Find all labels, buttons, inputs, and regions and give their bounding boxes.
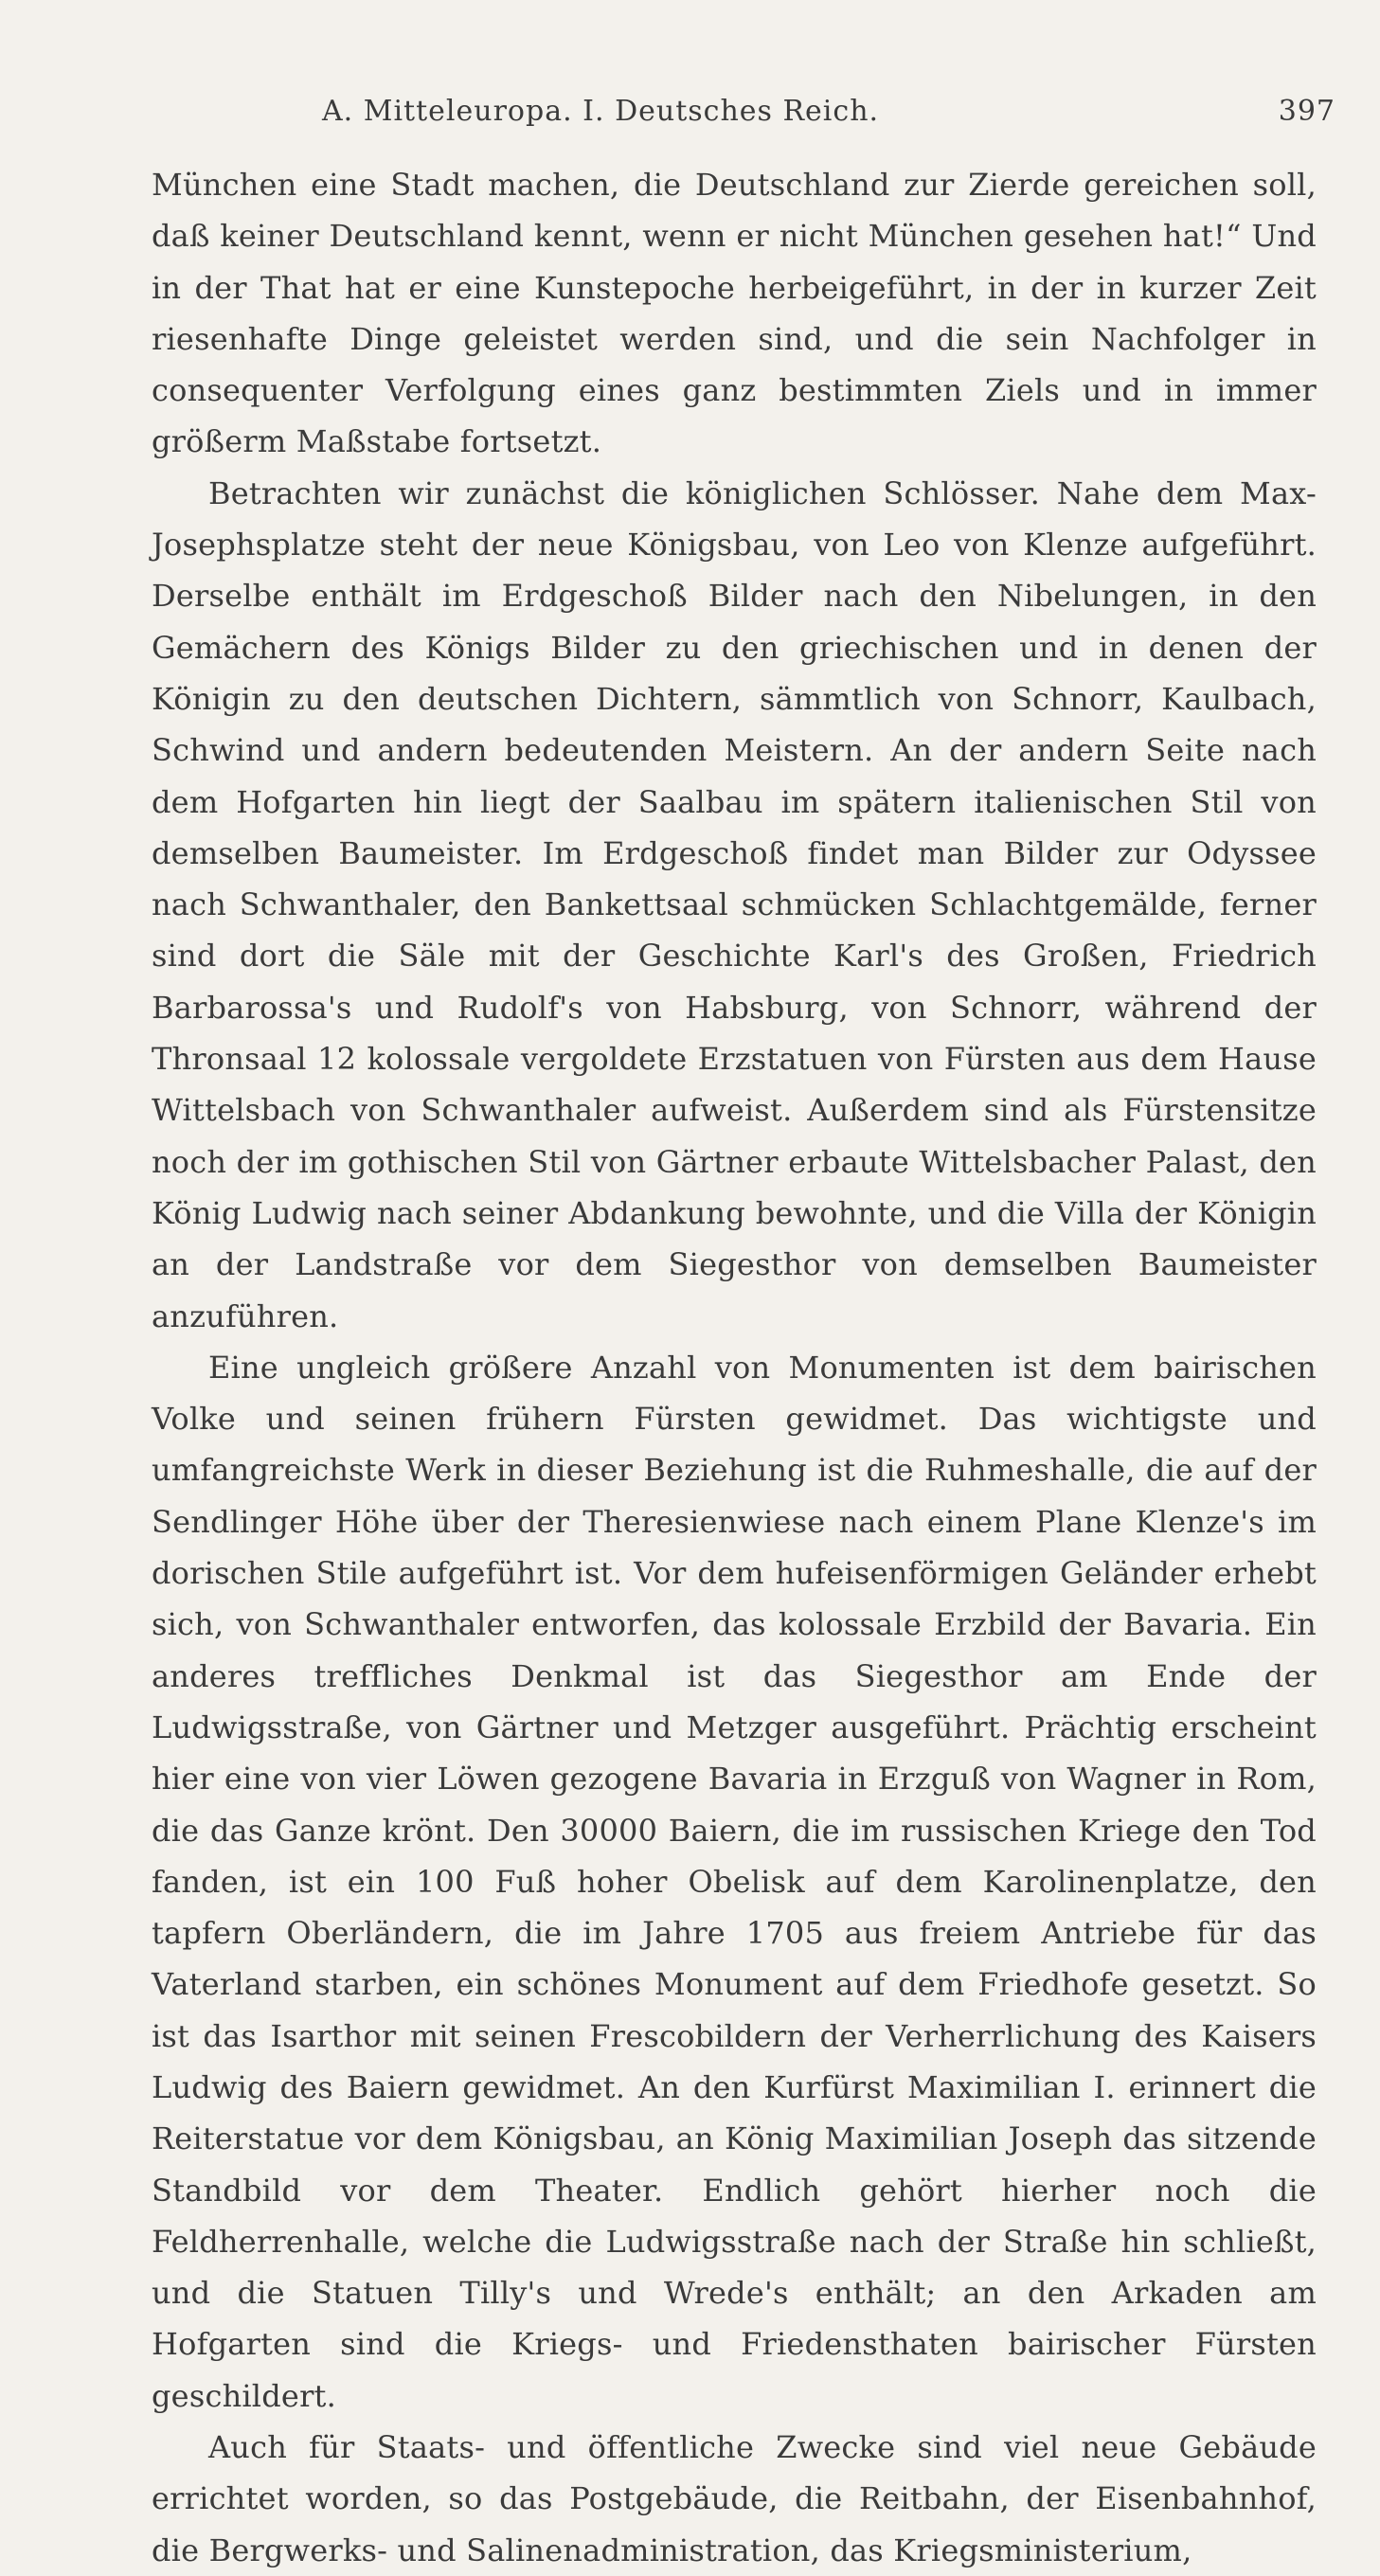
paragraph-3: Eine ungleich größere Anzahl von Monumenten ist dem bairischen Volke und seinen frühern Fürsten gewidmet. Das wichtigste und umfangreichste Werk in dieser Beziehung ist die Ruhmeshalle, die auf der Sendlinger Höhe über der Theresienwiese nach einem Plane Klenze's im dorischen Stile aufgeführt ist. Vor dem hufeisenförmigen Geländer erhebt sich, von Schwanthaler entworfen, das kolossale Erzbild der Bavaria. Ein anderes treffliches Denkmal ist das Siegesthor am Ende der Ludwigsstraße, von Gärtner und Metzger ausgeführt. Prächtig erscheint hier eine von vier Löwen gezogene Bavaria in Erzguß von Wagner in Rom, die das Ganze krönt. Den 30000 Baiern, die im russischen Kriege den Tod fanden, ist ein 100 Fuß hoher Obelisk auf dem Karolinenplatze, den tapfern Oberländern, die im Jahre 1705 aus freiem Antriebe für das Vaterland starben, ein schönes Monument auf dem Friedhofe gesetzt. So ist das Isarthor mit seinen Frescobildern der Verherrlichung des Kaisers Ludwig des Baiern gewidmet. An den Kurfürst Maximilian I. erinnert die Reiterstatue vor dem Königsbau, an König Maximilian Joseph das sitzende Standbild vor dem Theater. Endlich gehört hierher noch die Feldherrenhalle, welche die Ludwigsstraße nach der Straße hin schließt, und die Statuen Tilly's und Wrede's enthält; an den Arkaden am Hofgarten sind die Kriegs- und Friedensthaten bairischer Fürsten geschildert. xyxy=(152,1349,1317,2414)
paragraph-2: Betrachten wir zunächst die königlichen Schlösser. Nahe dem Max-Josephsplatze steht der neue Königsbau, von Leo von Klenze aufgeführt. Derselbe enthält im Erdgeschoß Bilder nach den Nibelungen, in den Gemächern des Königs Bilder zu den griechischen und in denen der Königin zu den deutschen Dichtern, sämmtlich von Schnorr, Kaulbach, Schwind und andern bedeutenden Meistern. An der andern Seite nach dem Hofgarten hin liegt der Saalbau im spätern italienischen Stil von demselben Baumeister. Im Erdgeschoß findet man Bilder zur Odyssee nach Schwanthaler, den Bankettsaal schmücken Schlachtgemälde, ferner sind dort die Säle mit der Geschichte Karl's des Großen, Friedrich Barbarossa's und Rudolf's von Habsburg, von Schnorr, während der Thronsaal 12 kolossale vergoldete Erzstatuen von Fürsten aus dem Hause Wittelsbach von Schwanthaler aufweist. Außerdem sind als Fürstensitze noch der im gothischen Stil von Gärtner erbaute Wittelsbacher Palast, den König Ludwig nach seiner Abdankung bewohnte, und die Villa der Königin an der Landstraße vor dem Siegesthor von demselben Baumeister anzuführen. xyxy=(152,474,1317,1334)
running-title: A. Mitteleuropa. I. Deutsches Reich. xyxy=(322,95,880,128)
paragraph-4: Auch für Staats- und öffentliche Zwecke sind viel neue Gebäude errichtet worden, so das Postgebäude, die Reitbahn, der Eisenbahnhof, die Bergwerks- und Salinenadministration, das Kriegsministerium, xyxy=(152,2429,1317,2568)
body-text xyxy=(152,159,1317,2576)
page-number: 397 xyxy=(1278,95,1335,128)
paragraph-1: München eine Stadt machen, die Deutschland zur Zierde gereichen soll, daß keiner Deutschland kennt, wenn er nicht München gesehen hat!“ Und in der That hat er eine Kunstepoche herbeigeführt, in der in kurzer Zeit riesenhafte Dinge geleistet werden sind, und die sein Nachfolger in consequenter Verfolgung eines ganz bestimmten Ziels und in immer größerm Maßstabe fortsetzt. xyxy=(152,167,1317,460)
running-head xyxy=(152,95,1335,136)
